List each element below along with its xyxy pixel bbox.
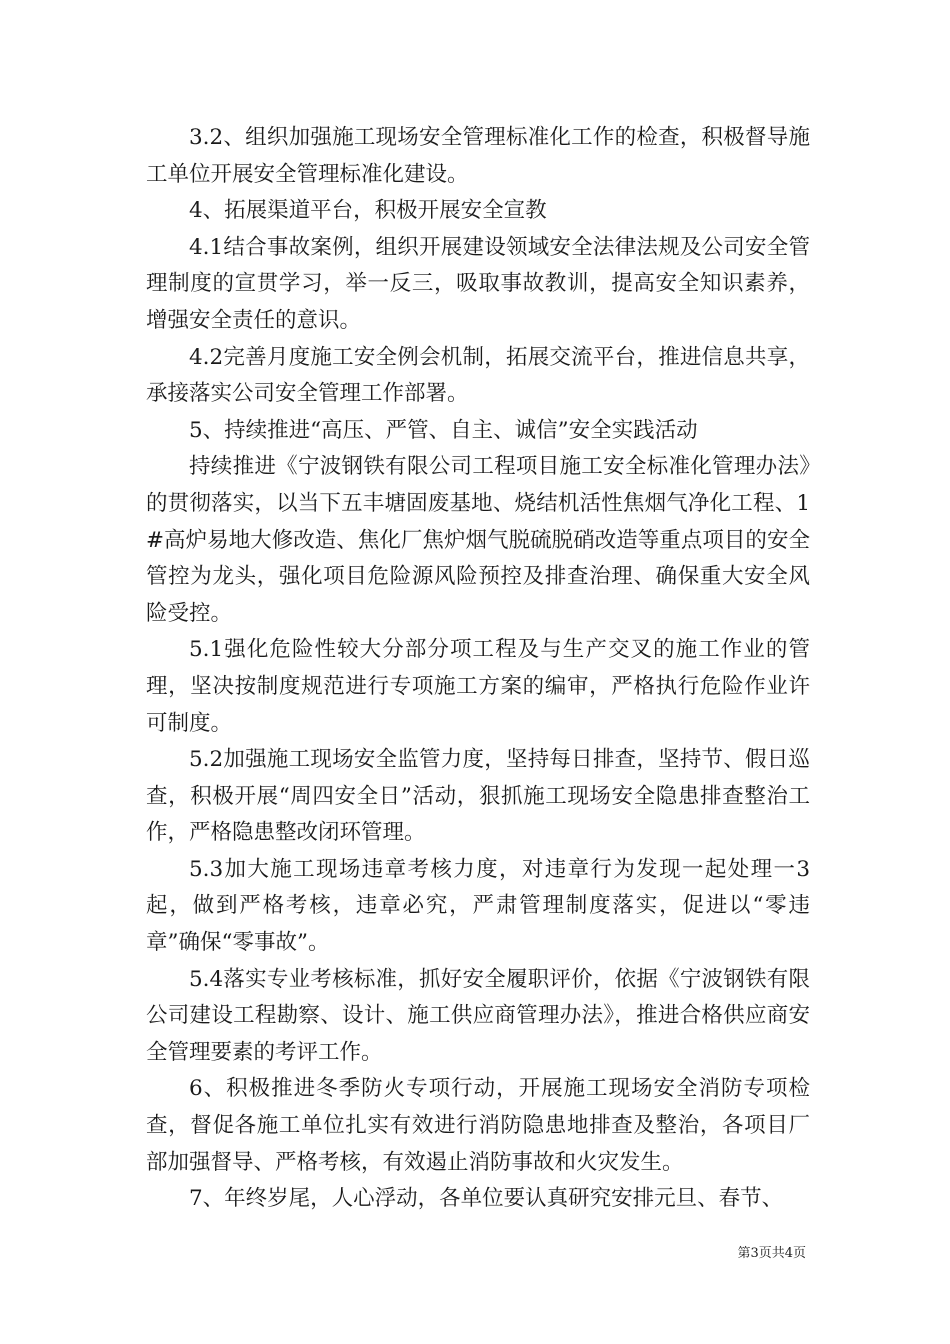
paragraph: 4、拓展渠道平台，积极开展安全宣教 (189, 198, 547, 224)
document-body (146, 120, 810, 1218)
paragraph: 3.2、组织加强施工现场安全管理标准化工作的检查，积极督导施工单位开展安全管理标准化建设。 (146, 125, 810, 187)
paragraph: 5、持续推进“高压、严管、自主、诚信”安全实践活动 (189, 417, 698, 443)
paragraph: 7、年终岁尾，人心浮动，各单位要认真研究安排元旦、春节、 (189, 1186, 784, 1212)
paragraph: 5.4落实专业考核标准，抓好安全履职评价，依据《宁波钢铁有限公司建设工程勘察、设计、施工供应商管理办法》，推进合格供应商安全管理要素的考评工作。 (146, 966, 810, 1065)
paragraph: 5.2加强施工现场安全监管力度，坚持每日排查，坚持节、假日巡查，积极开展“周四安全日”活动，狠抓施工现场安全隐患排查整治工作，严格隐患整改闭环管理。 (146, 747, 810, 846)
page-number-footer: 第3页共4页 (737, 1246, 806, 1261)
paragraph: 4.1结合事故案例，组织开展建设领域安全法律法规及公司安全管理制度的宣贯学习，举一反三，吸取事故教训，提高安全知识素养，增强安全责任的意识。 (146, 234, 810, 333)
paragraph: 持续推进《宁波钢铁有限公司工程项目施工安全标准化管理办法》的贯彻落实，以当下五丰塘固废基地、烧结机活性焦烟气净化工程、1#高炉易地大修改造、焦化厂焦炉烟气脱硫脱硝改造等重点项目的安全管控为龙头，强化项目危险源风险预控及排查治理、确保重大安全风险受控。 (146, 454, 810, 626)
paragraph: 5.3加大施工现场违章考核力度，对违章行为发现一起处理一3起，做到严格考核，违章必究，严肃管理制度落实，促进以“零违章”确保“零事故”。 (146, 856, 810, 956)
paragraph: 6、积极推进冬季防火专项行动，开展施工现场安全消防专项检查，督促各施工单位扎实有效进行消防隐患地排查及整治，各项目厂部加强督导、严格考核，有效遏止消防事故和火灾发生。 (146, 1076, 810, 1175)
paragraph: 4.2完善月度施工安全例会机制，拓展交流平台，推进信息共享，承接落实公司安全管理工作部署。 (146, 344, 810, 407)
paragraph: 5.1强化危险性较大分部分项工程及与生产交叉的施工作业的管理，坚决按制度规范进行专项施工方案的编审，严格执行危险作业许可制度。 (146, 637, 810, 736)
